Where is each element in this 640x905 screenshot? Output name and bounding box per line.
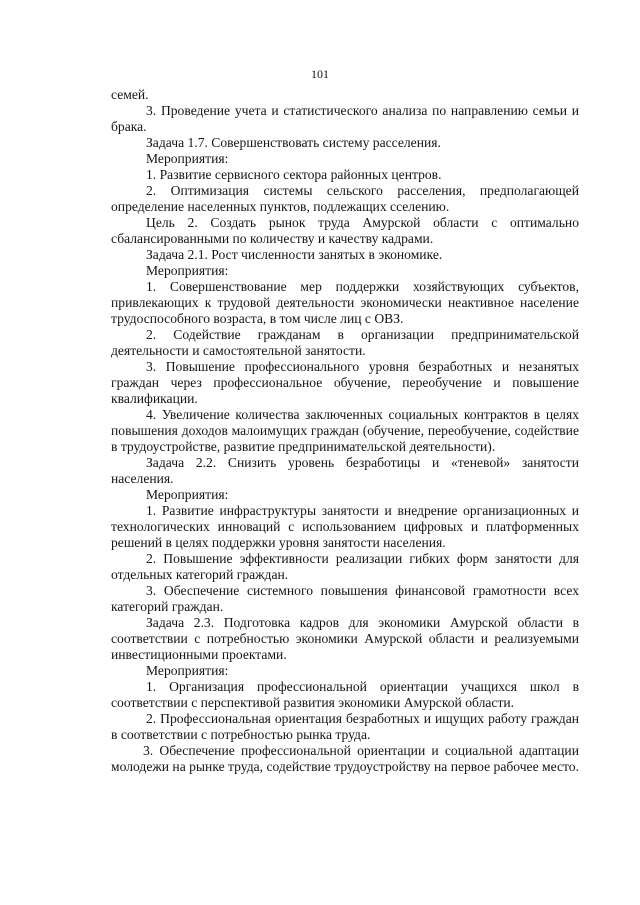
document-body — [111, 87, 579, 775]
measure-1-7-1: 1. Развитие сервисного сектора районных центров. — [146, 167, 442, 182]
measure-2-1-4: 4. Увеличение количества заключенных социальных контрактов в целях повышения доходов малоимущих граждан (обучение, переобучение, содействие в трудоустройстве, развитие предпринимательской деятельности). — [111, 407, 579, 454]
measure-2-1-3: 3. Повышение профессионального уровня безработных и незанятых граждан через профессиональное обучение, переобучение и повышение квалификации. — [111, 359, 579, 406]
measure-2-3-1: 1. Организация профессиональной ориентации учащихся школ в соответствии с перспективой развития экономики Амурской области. — [111, 679, 579, 710]
measure-1-7-2: 2. Оптимизация системы сельского расселения, предполагающей определение населенных пунктов, подлежащих сселению. — [111, 183, 579, 214]
measures-label-2-1: Мероприятия: — [146, 263, 229, 278]
measure-2-1-1: 1. Совершенствование мер поддержки хозяйствующих субъектов, привлекающих к трудовой деятельности экономически неактивное население трудоспособного возраста, в том числе лиц с ОВЗ. — [111, 279, 579, 326]
paragraph-families-end: семей. — [111, 87, 149, 102]
measure-2-2-1: 1. Развитие инфраструктуры занятости и внедрение организационных и технологических инноваций с использованием цифровых и платформенных решений в целях поддержки уровня занятости населения. — [111, 503, 579, 550]
task-2-1-heading: Задача 2.1. Рост численности занятых в экономике. — [146, 247, 443, 262]
task-2-2-heading: Задача 2.2. Снизить уровень безработицы и «теневой» занятости населения. — [111, 455, 579, 486]
measures-label-1-7: Мероприятия: — [146, 151, 229, 166]
page-number: 101 — [311, 67, 329, 81]
measures-label-2-3: Мероприятия: — [146, 663, 229, 678]
paragraph-family-analysis: 3. Проведение учета и статистического анализа по направлению семьи и брака. — [111, 103, 579, 134]
measure-2-2-2: 2. Повышение эффективности реализации гибких форм занятости для отдельных категорий граждан. — [111, 551, 579, 582]
measure-2-1-2: 2. Содействие гражданам в организации предпринимательской деятельности и самостоятельной занятости. — [111, 327, 579, 358]
measure-2-3-3: 3. Обеспечение профессиональной ориентации и социальной адаптации молодежи на рынке труда, содействие трудоустройству на первое рабочее место. — [111, 743, 579, 774]
measure-2-3-2: 2. Профессиональная ориентация безработных и ищущих работу граждан в соответствии с потребностью рынка труда. — [111, 711, 579, 742]
task-1-7-heading: Задача 1.7. Совершенствовать систему расселения. — [146, 135, 441, 150]
measures-label-2-2: Мероприятия: — [146, 487, 229, 502]
task-2-3-heading: Задача 2.3. Подготовка кадров для экономики Амурской области в соответствии с потребностью экономики Амурской области и реализуемыми инвестиционными проектами. — [111, 615, 579, 662]
goal-2-heading: Цель 2. Создать рынок труда Амурской области с оптимально сбалансированными по количеству и качеству кадрами. — [111, 215, 579, 246]
measure-2-2-3: 3. Обеспечение системного повышения финансовой грамотности всех категорий граждан. — [111, 583, 579, 614]
